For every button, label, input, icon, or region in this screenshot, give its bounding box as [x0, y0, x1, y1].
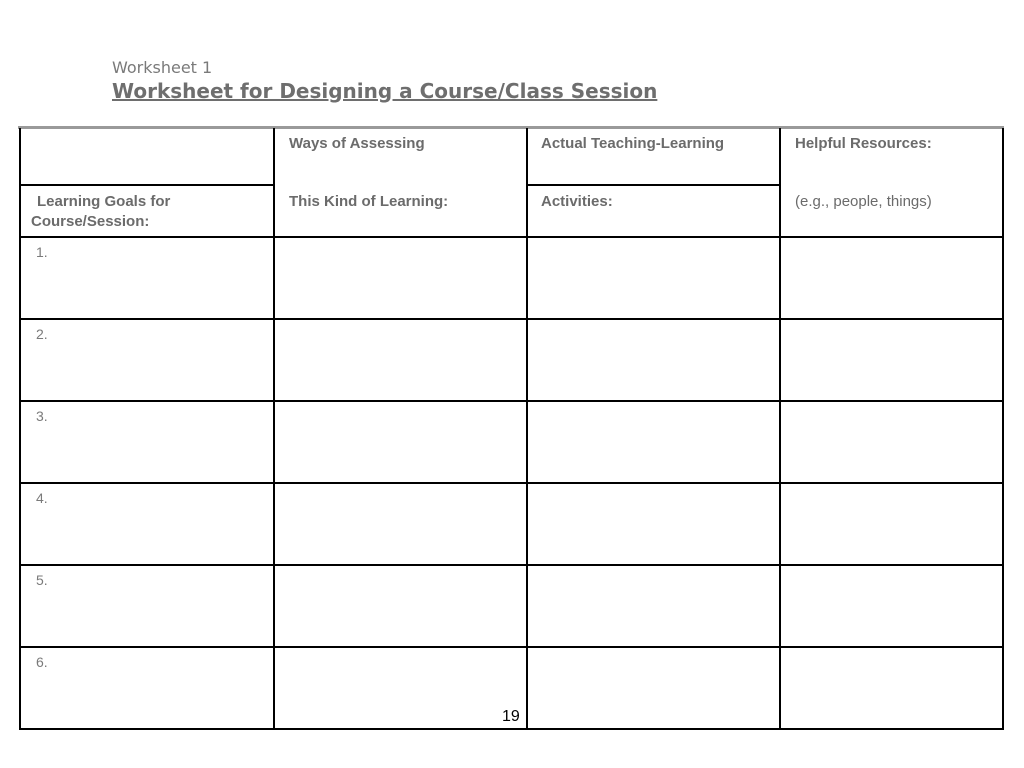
- header-teaching-learning: Actual Teaching-Learning: [541, 135, 725, 152]
- planning-table: [19, 128, 1004, 730]
- column-divider: [273, 128, 275, 728]
- row-number: 2.: [36, 326, 48, 342]
- header-learning-goals: Learning Goals for Course/Session:: [31, 193, 171, 230]
- worksheet-subtitle: Worksheet 1: [112, 58, 213, 77]
- row-number: 3.: [36, 408, 48, 424]
- row-divider: [21, 646, 1002, 648]
- header-divider: [526, 184, 781, 186]
- row-divider: [21, 318, 1002, 320]
- row-divider: [21, 400, 1002, 402]
- row-number: 1.: [36, 244, 48, 260]
- header-kind-of-learning: This Kind of Learning:: [289, 193, 449, 210]
- header-activities: Activities:: [541, 193, 613, 210]
- header-resources-examples: (e.g., people, things): [795, 193, 932, 210]
- row-divider: [21, 564, 1002, 566]
- row-number: 5.: [36, 572, 48, 588]
- row-divider: [21, 482, 1002, 484]
- row-number: 6.: [36, 654, 48, 670]
- row-number: 4.: [36, 490, 48, 506]
- header-helpful-resources: Helpful Resources:: [795, 135, 932, 152]
- page-number: 19: [502, 708, 520, 725]
- header-ways-of-assessing: Ways of Assessing: [289, 135, 425, 152]
- header-divider: [21, 184, 275, 186]
- row-divider: [21, 236, 1002, 238]
- worksheet-title: Worksheet for Designing a Course/Class Session: [112, 79, 658, 103]
- column-divider: [526, 128, 528, 728]
- column-divider: [779, 128, 781, 728]
